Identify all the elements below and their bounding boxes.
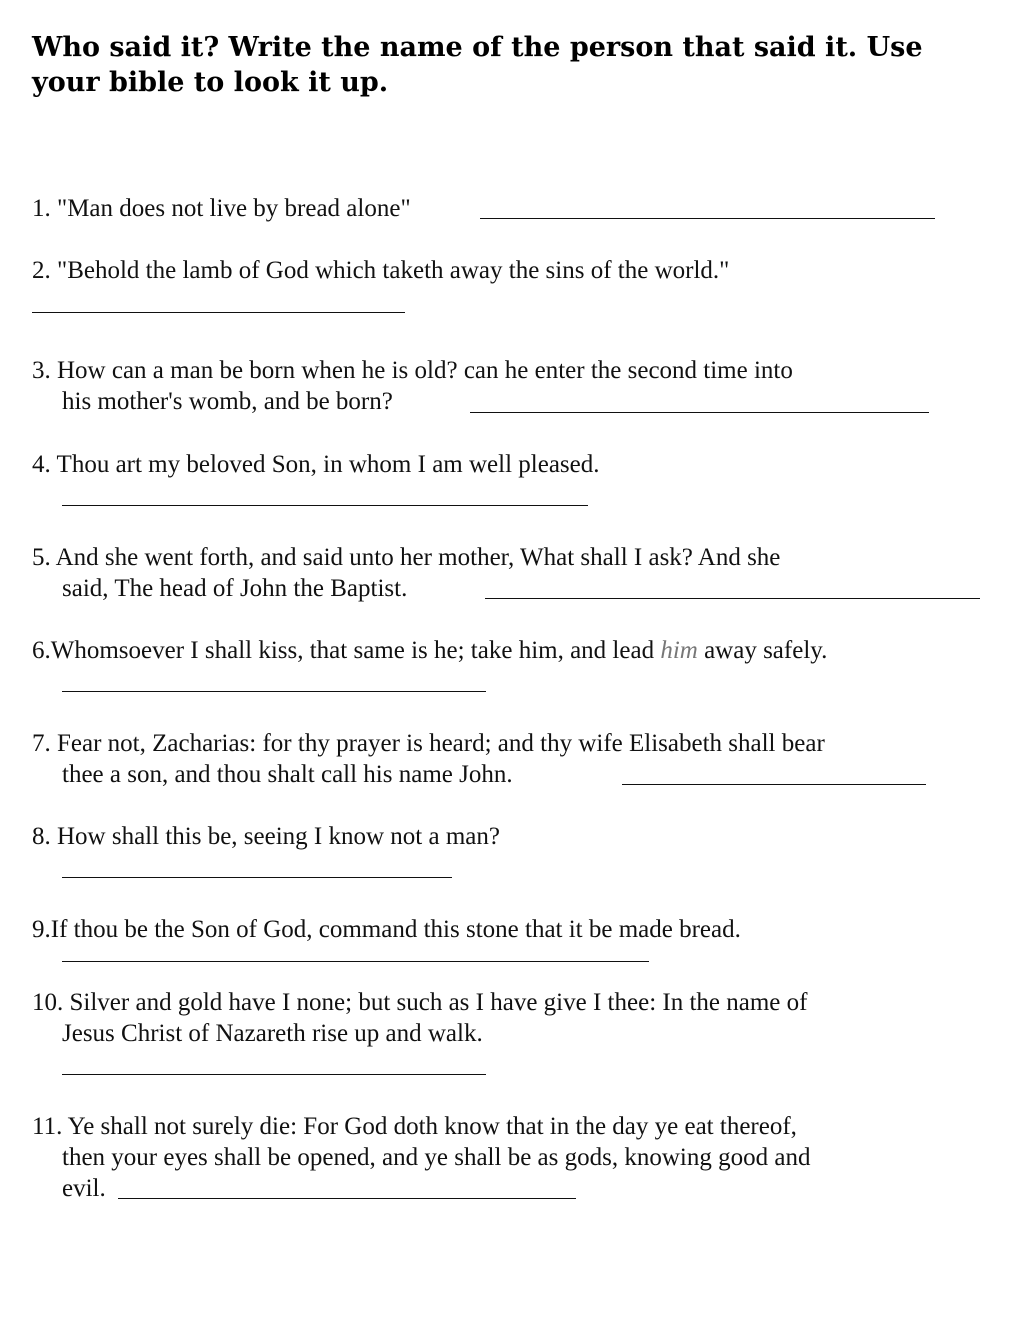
question-11-line-2: then your eyes shall be opened, and ye shall be as gods, knowing good and [62, 1144, 811, 1171]
question-9: 9.If thou be the Son of God, command this stone that it be made bread. [32, 916, 741, 943]
question-1: 1. "Man does not live by bread alone" [32, 195, 411, 222]
question-4: 4. Thou art my beloved Son, in whom I am well pleased. [32, 451, 600, 478]
question-7-line-2: thee a son, and thou shalt call his name John. [62, 761, 513, 788]
question-2: 2. "Behold the lamb of God which taketh away the sins of the world." [32, 257, 730, 284]
question-6-italic-word: him [660, 637, 698, 664]
question-10-line-1: 10. Silver and gold have I none; but such as I have give I thee: In the name of [32, 989, 808, 1016]
question-6-text-a: 6.Whomsoever I shall kiss, that same is he; take him, and lead [32, 637, 661, 664]
question-6-text-b: away safely. [697, 637, 828, 664]
answer-line-1[interactable] [480, 218, 935, 219]
question-11-line-1: 11. Ye shall not surely die: For God doth know that in the day ye eat thereof, [32, 1113, 797, 1140]
answer-line-9[interactable] [62, 961, 649, 962]
question-3-line-1: 3. How can a man be born when he is old? can he enter the second time into [32, 357, 793, 384]
question-8: 8. How shall this be, seeing I know not a man? [32, 823, 500, 850]
answer-line-10[interactable] [62, 1074, 486, 1075]
answer-line-8[interactable] [62, 877, 452, 878]
answer-line-5[interactable] [485, 598, 980, 599]
question-3-line-2: his mother's womb, and be born? [62, 388, 393, 415]
question-5-line-1: 5. And she went forth, and said unto her mother, What shall I ask? And she [32, 544, 781, 571]
answer-line-4[interactable] [62, 505, 588, 506]
answer-line-3[interactable] [470, 412, 929, 413]
question-10-line-2: Jesus Christ of Nazareth rise up and walk. [62, 1020, 483, 1047]
question-11-line-3: evil. [62, 1175, 106, 1202]
answer-line-11[interactable] [118, 1198, 576, 1199]
answer-line-6[interactable] [62, 691, 486, 692]
question-5-line-2: said, The head of John the Baptist. [62, 575, 408, 602]
question-6 [32, 635, 827, 666]
question-7-line-1: 7. Fear not, Zacharias: for thy prayer is heard; and thy wife Elisabeth shall bear [32, 730, 825, 757]
worksheet-title: Who said it? Write the name of the person that said it. Use your bible to look it up. [32, 32, 923, 98]
answer-line-2[interactable] [32, 312, 405, 313]
answer-line-7[interactable] [622, 784, 926, 785]
